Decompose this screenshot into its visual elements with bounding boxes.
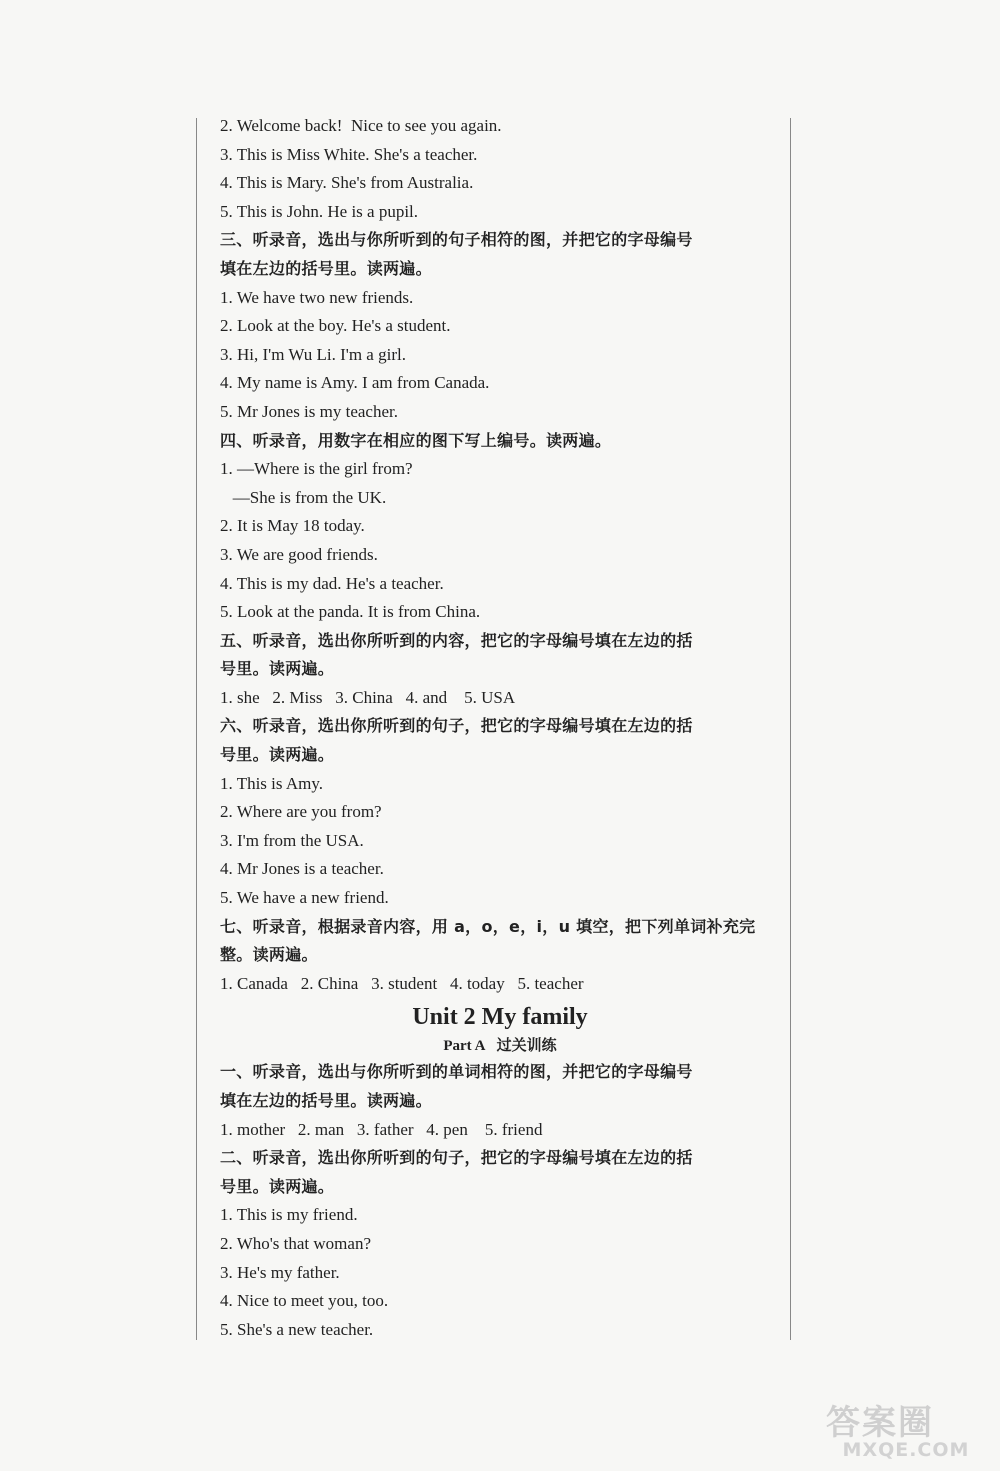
text-line: 1. This is my friend. (220, 1205, 358, 1225)
text-line: 4. This is Mary. She's from Australia. (220, 173, 474, 193)
text-line: 2. Welcome back! Nice to see you again. (220, 116, 502, 135)
part-title (220, 1032, 780, 1058)
section-heading: 填在左边的括号里。读两遍。 (220, 258, 432, 278)
section-heading: 七、听录音，根据录音内容，用 a，o，e，i，u 填空，把下列单词补充完 (220, 916, 756, 936)
section-heading: 五、听录音，选出你所听到的内容，把它的字母编号填在左边的括 (220, 630, 693, 650)
text-line: 1. Canada 2. China 3. student 4. today 5. teacher (220, 973, 584, 993)
text-line: 1. she 2. Miss 3. China 4. and 5. USA (220, 687, 516, 707)
text-line: 5. This is John. He is a pupil. (220, 201, 419, 221)
text-line: 5. She's a new teacher. (220, 1319, 374, 1339)
watermark (818, 1395, 994, 1465)
text-line: 3. Hi, I'm Wu Li. I'm a girl. (220, 344, 406, 364)
section-heading: 六、听录音，选出你所听到的句子，把它的字母编号填在左边的括 (220, 716, 693, 736)
section-heading: 二、听录音，选出你所听到的句子，把它的字母编号填在左边的括 (220, 1148, 693, 1168)
text-line: 2. It is May 18 today. (220, 516, 365, 536)
text-line: 4. This is my dad. He's a teacher. (220, 573, 444, 593)
section-heading: 一、听录音，选出与你所听到的单词相符的图，并把它的字母编号 (220, 1062, 693, 1082)
watermark-logo: 答案圈 (826, 1403, 934, 1443)
section-heading: 四、听录音，用数字在相应的图下写上编号。读两遍。 (220, 430, 612, 450)
text-line: 3. I'm from the USA. (220, 830, 364, 850)
text-line: 4. Nice to meet you, too. (220, 1291, 389, 1311)
section-heading: 号里。读两遍。 (220, 659, 335, 679)
text-line: 4. Mr Jones is a teacher. (220, 859, 384, 879)
text-line: 2. Who's that woman? (220, 1233, 371, 1253)
section-heading: 号里。读两遍。 (220, 1176, 335, 1196)
text-line: 1. We have two new friends. (220, 287, 414, 307)
text-line: 5. We have a new friend. (220, 888, 389, 908)
text-line: 5. Mr Jones is my teacher. (220, 401, 398, 421)
text-line: 4. My name is Amy. I am from Canada. (220, 373, 490, 393)
text-line: 2. Where are you from? (220, 802, 382, 822)
watermark-url: MXQE.COM (842, 1439, 970, 1461)
left-margin-rule (196, 118, 197, 1340)
text-line: 3. This is Miss White. She's a teacher. (220, 144, 478, 164)
section-heading: 三、听录音，选出与你所听到的句子相符的图，并把它的字母编号 (220, 230, 693, 250)
text-line: 5. Look at the panda. It is from China. (220, 602, 481, 622)
section-heading: 号里。读两遍。 (220, 745, 335, 765)
part-label: Part A (443, 1038, 486, 1055)
text-line: —She is from the UK. (220, 487, 387, 507)
section-heading: 填在左边的括号里。读两遍。 (220, 1091, 432, 1110)
text-line: 1. This is Amy. (220, 773, 323, 793)
section-heading: 整。读两遍。 (220, 945, 318, 965)
part-subtitle: 过关训练 (496, 1036, 557, 1055)
text-line: 1. mother 2. man 3. father 4. pen 5. friend (220, 1119, 543, 1139)
text-line: 1. —Where is the girl from? (220, 459, 413, 479)
text-line: 3. He's my father. (220, 1262, 340, 1282)
right-margin-rule (790, 118, 791, 1340)
text-line: 3. We are good friends. (220, 544, 378, 564)
page-content (220, 112, 780, 1344)
unit-title: Unit 2 My family (412, 1004, 588, 1031)
text-line: 2. Look at the boy. He's a student. (220, 316, 451, 336)
